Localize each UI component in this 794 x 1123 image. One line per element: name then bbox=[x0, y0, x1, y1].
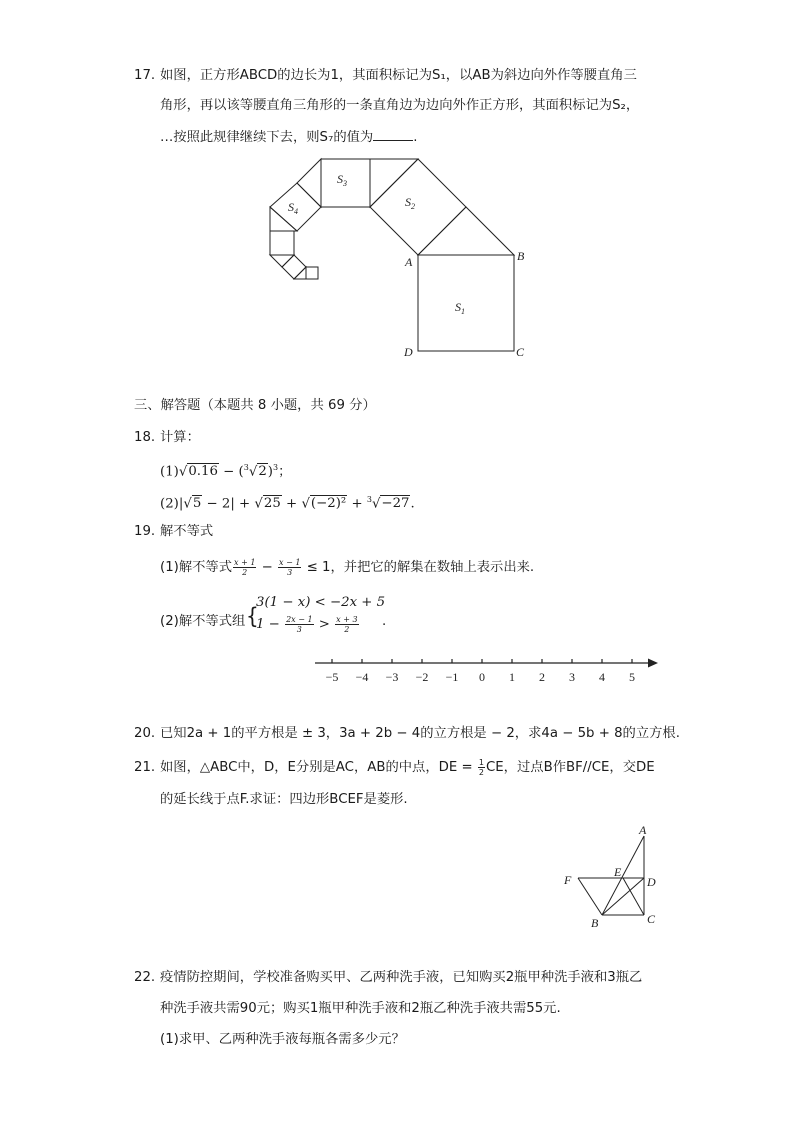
triangle-5 bbox=[270, 255, 294, 267]
q19-part2-end: . bbox=[382, 614, 387, 629]
q21-line2: 的延长线于点F.求证：四边形BCEF是菱形. bbox=[160, 792, 408, 807]
q22-number: 22. bbox=[134, 970, 156, 985]
label-s1: $S_1$ bbox=[455, 300, 465, 316]
system-brace: { bbox=[246, 602, 259, 630]
sqrt-sign: √ bbox=[254, 496, 263, 512]
numerator: x + 3 bbox=[336, 615, 358, 624]
segment-bd bbox=[602, 878, 644, 915]
q20-number: 20. bbox=[134, 726, 156, 741]
part-label: (1) bbox=[160, 464, 179, 480]
q18-title: 计算： bbox=[160, 430, 200, 445]
q17-line3-end: . bbox=[413, 130, 418, 145]
radicand: 25 bbox=[263, 496, 281, 512]
root-index: 3 bbox=[243, 463, 249, 472]
q21-line1 bbox=[160, 755, 655, 781]
term: 1 − bbox=[256, 617, 285, 632]
numerator: x − 1 bbox=[279, 557, 301, 567]
q18-part2 bbox=[160, 490, 415, 510]
sqrt-sign: √ bbox=[248, 464, 258, 480]
label-c: C bbox=[647, 912, 656, 926]
sqrt-sign: √ bbox=[301, 496, 310, 512]
label-f: F bbox=[564, 873, 572, 887]
axis-arrow bbox=[648, 659, 658, 668]
answer-blank bbox=[373, 128, 413, 141]
number-line bbox=[310, 650, 660, 690]
axis-tick-label: −4 bbox=[355, 670, 369, 684]
radicand: 5 bbox=[192, 496, 202, 512]
q19-part1 bbox=[160, 556, 534, 580]
axis-tick-label: 3 bbox=[569, 670, 575, 684]
axis-tick-label: 0 bbox=[479, 670, 485, 684]
q17-figure bbox=[260, 150, 540, 365]
denominator: 2 bbox=[242, 567, 248, 577]
denominator: 2 bbox=[478, 767, 484, 777]
numerator: 2x − 1 bbox=[286, 615, 313, 624]
section-heading: 三、解答题（本题共 8 小题，共 69 分） bbox=[134, 398, 376, 413]
label-d: D bbox=[404, 345, 413, 359]
q17-line3 bbox=[160, 128, 417, 148]
radicand: −27 bbox=[381, 496, 410, 512]
q22-line3: (1)求甲、乙两种洗手液每瓶各需多少元？ bbox=[160, 1032, 405, 1047]
label-e: E bbox=[614, 865, 622, 879]
q17-number: 17. bbox=[134, 68, 156, 83]
label-s2: $S_2$ bbox=[405, 195, 415, 211]
punct: ； bbox=[278, 464, 292, 480]
triangle-3 bbox=[297, 159, 321, 207]
text-segment: 如图，△ABC中，D，E分别是AC，AB的中点，DE = bbox=[160, 760, 477, 775]
radicand: 2 bbox=[258, 464, 267, 480]
square-s5 bbox=[270, 231, 294, 255]
triangle-6 bbox=[294, 267, 306, 279]
denominator: 3 bbox=[287, 567, 293, 577]
sqrt-sign: √ bbox=[178, 464, 188, 480]
axis-tick-label: 1 bbox=[509, 670, 515, 684]
sqrt-sign: √ bbox=[183, 496, 192, 512]
square-s2 bbox=[370, 159, 466, 255]
label-a: A bbox=[639, 823, 647, 837]
label-c: C bbox=[516, 345, 525, 359]
label-b: B bbox=[517, 249, 525, 263]
q19-title: 解不等式 bbox=[160, 524, 214, 539]
axis-tick-label: 2 bbox=[539, 670, 545, 684]
fraction bbox=[478, 758, 485, 777]
square-s6 bbox=[282, 255, 306, 279]
label-a: A bbox=[405, 255, 413, 269]
numerator: x + 1 bbox=[234, 557, 256, 567]
punct: . bbox=[410, 496, 415, 512]
power: 3 bbox=[272, 463, 279, 472]
label-s4: $S_4$ bbox=[288, 200, 298, 216]
axis-tick-label: −3 bbox=[385, 670, 399, 684]
axis-tick-label: −5 bbox=[325, 670, 339, 684]
axis-tick-label: −1 bbox=[445, 670, 459, 684]
q22-line1: 疫情防控期间，学校准备购买甲、乙两种洗手液，已知购买2瓶甲种洗手液和3瓶乙 bbox=[160, 970, 643, 985]
q19-number: 19. bbox=[134, 524, 156, 539]
part-label: (2) bbox=[160, 496, 179, 512]
text-segment: CE，过点B作BF//CE，交DE bbox=[486, 760, 655, 775]
fraction bbox=[278, 558, 301, 577]
label-b: B bbox=[591, 916, 599, 930]
axis-tick-label: 5 bbox=[629, 670, 635, 684]
triangle-1 bbox=[418, 207, 514, 255]
operator: − ( bbox=[218, 464, 244, 480]
q17-line2: 角形，再以该等腰直角三角形的一条直角边为边向外作正方形，其面积标记为S₂， bbox=[160, 98, 640, 113]
operator: − bbox=[257, 560, 278, 575]
operator: > bbox=[314, 617, 335, 632]
system-eq2 bbox=[256, 614, 360, 636]
q19-part2-label: (2)解不等式组 bbox=[160, 614, 246, 629]
operator: + bbox=[347, 496, 367, 512]
fraction bbox=[285, 615, 313, 634]
operator: + bbox=[281, 496, 302, 512]
radicand: (−2)² bbox=[310, 496, 347, 512]
q18-number: 18. bbox=[134, 430, 156, 445]
operator: − 2| + bbox=[202, 496, 255, 512]
label-s3: $S_3$ bbox=[337, 172, 347, 188]
sqrt-sign: √ bbox=[371, 496, 381, 512]
segment-ec bbox=[623, 878, 644, 915]
q19-part1-rest: ≤ 1，并把它的解集在数轴上表示出来. bbox=[302, 560, 535, 575]
radicand: 0.16 bbox=[188, 464, 218, 480]
root-index: 3 bbox=[366, 495, 372, 504]
part-label: (1)解不等式 bbox=[160, 560, 233, 575]
segment-fb bbox=[578, 878, 602, 915]
label-d: D bbox=[647, 875, 656, 889]
q18-part1 bbox=[160, 458, 291, 478]
square-s7 bbox=[306, 267, 318, 279]
q17-line3-text: …按照此规律继续下去，则S₇的值为 bbox=[160, 130, 374, 145]
axis-tick-label: 4 bbox=[599, 670, 605, 684]
q20-text: 已知2a + 1的平方根是 ± 3，3a + 2b − 4的立方根是 − 2，求4a − 5b + 8的立方根. bbox=[160, 726, 680, 741]
paren: ) bbox=[267, 464, 273, 480]
denominator: 2 bbox=[344, 625, 350, 634]
q21-figure bbox=[560, 820, 670, 930]
system-eq1: 3(1 − x) < −2x + 5 bbox=[256, 595, 386, 610]
fraction bbox=[335, 615, 358, 634]
denominator: 3 bbox=[296, 625, 302, 634]
abs-bar: | bbox=[178, 496, 184, 512]
axis-tick-label: −2 bbox=[415, 670, 429, 684]
numerator: 1 bbox=[478, 757, 484, 767]
fraction bbox=[233, 558, 256, 577]
q21-number: 21. bbox=[134, 760, 156, 775]
q17-line1: 如图，正方形ABCD的边长为1，其面积标记为S₁，以AB为斜边向外作等腰直角三 bbox=[160, 68, 637, 83]
square-s1 bbox=[418, 255, 514, 351]
q22-line2: 种洗手液共需90元；购买1瓶甲种洗手液和2瓶乙种洗手液共需55元. bbox=[160, 1001, 561, 1016]
